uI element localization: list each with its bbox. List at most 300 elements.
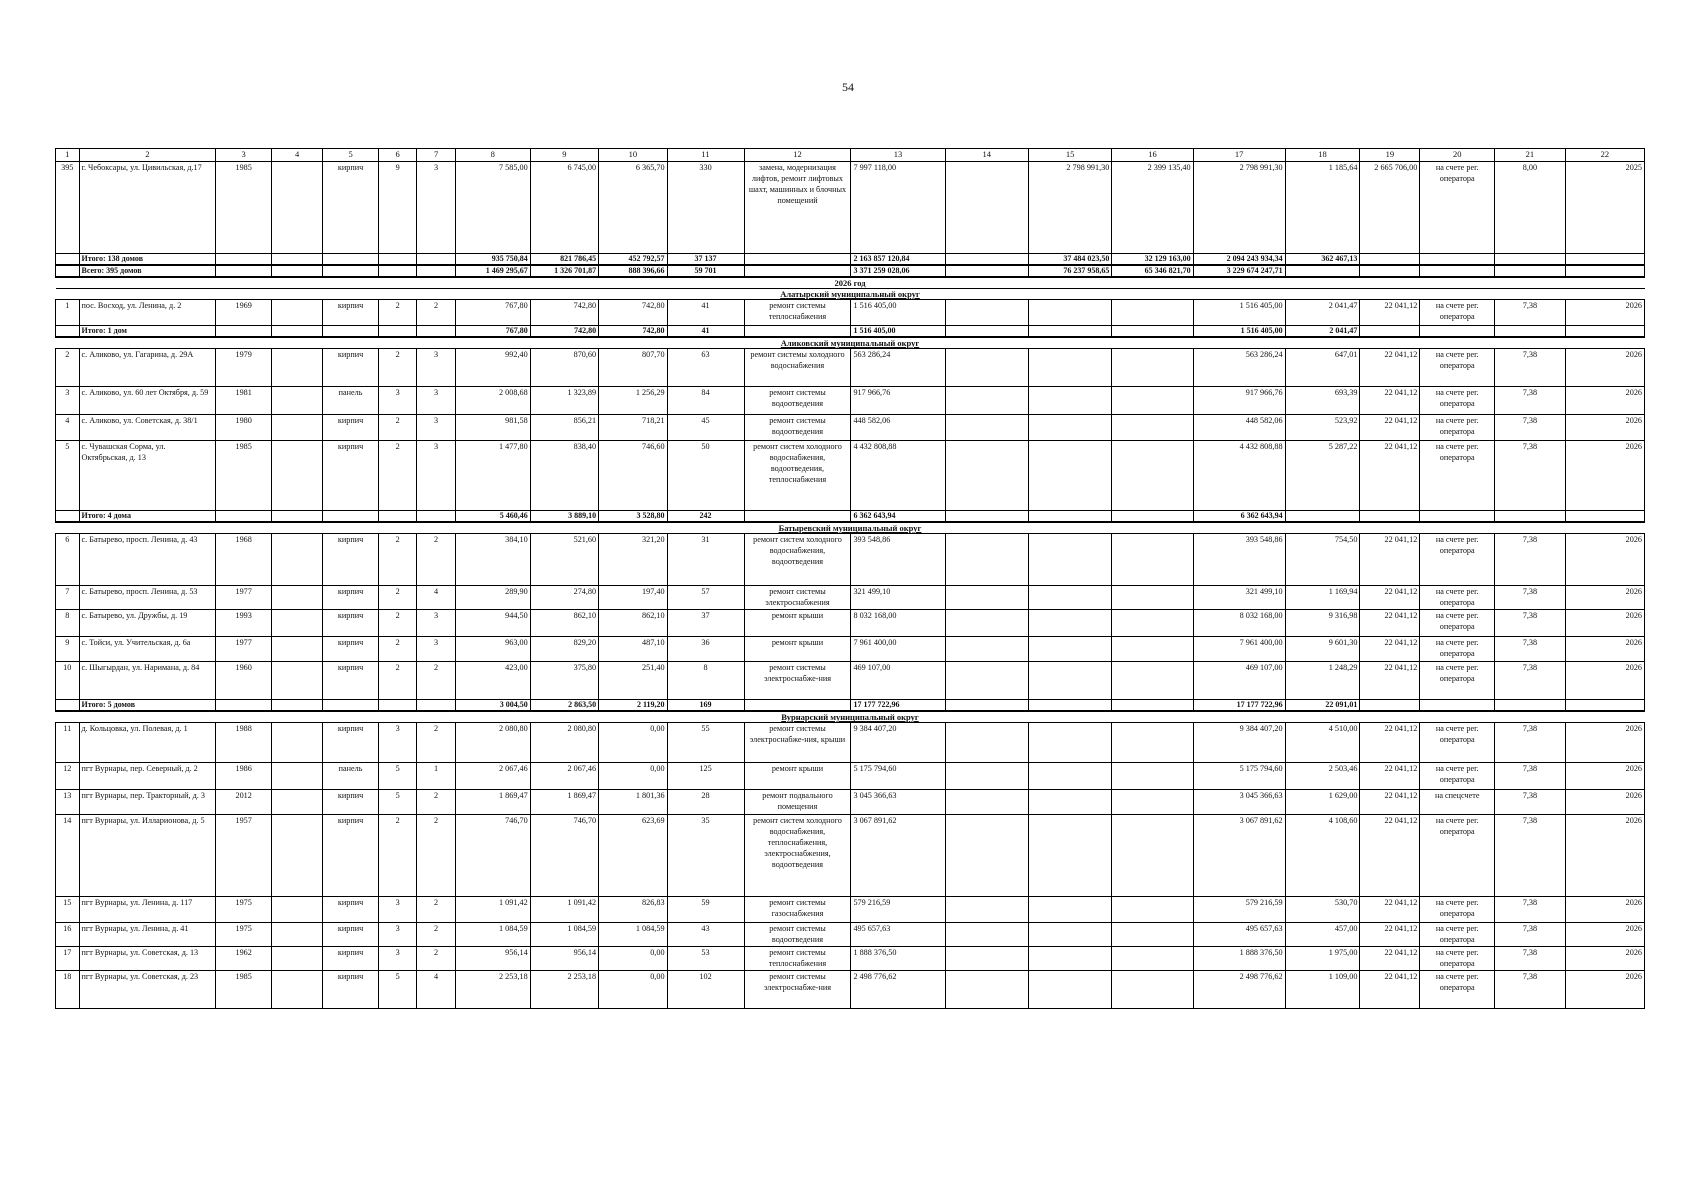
cell-row-number: 10 (56, 662, 80, 700)
cell-row-number: 395 (56, 162, 80, 254)
cell-residential-area: 742,80 (599, 300, 667, 326)
cell-col-21: 7,38 (1495, 387, 1566, 415)
cell-apartments-area: 375,80 (530, 662, 598, 700)
cell-floors: 3 (378, 387, 416, 415)
cell-col-14 (945, 349, 1028, 387)
cell-col-14 (945, 387, 1028, 415)
cell-col-4 (271, 534, 322, 586)
cell-entrances: 3 (417, 637, 455, 662)
district-heading-row (56, 337, 1645, 349)
cell-total-area: 746,70 (455, 815, 530, 897)
district-heading-row (56, 289, 1645, 300)
cell-col-17: 917 966,76 (1193, 387, 1285, 415)
cell-col-15 (1028, 723, 1111, 763)
cell-build-year: 1968 (216, 534, 272, 586)
cell-residential-area: 862,10 (599, 610, 667, 637)
cell-total-area: 289,90 (455, 586, 530, 610)
cell-wall-material: кирпич (323, 923, 379, 947)
cell-address: с. Тойси, ул. Учительская, д. 6а (79, 637, 216, 662)
cell-year-plan: 2026 (1565, 971, 1644, 1009)
total-row (56, 254, 1645, 266)
cell-wall-material: кирпич (323, 662, 379, 700)
cell-total-area: 956,14 (455, 947, 530, 971)
total-row (56, 700, 1645, 712)
cell-row-number: 5 (56, 441, 80, 511)
cell-build-year: 1969 (216, 300, 272, 326)
cell-floors: 2 (378, 441, 416, 511)
cell-col-18: 693,39 (1285, 387, 1360, 415)
cell-entrances: 3 (417, 441, 455, 511)
cell-address: пгт Вурнары, ул. Ленина, д. 117 (79, 897, 216, 923)
cell-cost: 3 067 891,62 (851, 815, 945, 897)
total-total-label: Всего: 395 домов (79, 265, 216, 277)
column-number-15: 15 (1028, 149, 1111, 162)
total-total-area: 3 004,50 (455, 700, 530, 712)
empty-cell (417, 265, 455, 277)
cell-cost: 563 286,24 (851, 349, 945, 387)
cell-col-15 (1028, 897, 1111, 923)
cell-total-area: 1 084,59 (455, 923, 530, 947)
cell-col-21: 7,38 (1495, 415, 1566, 441)
cell-residents: 55 (667, 723, 744, 763)
cell-cost: 9 384 407,20 (851, 723, 945, 763)
cell-entrances: 3 (417, 162, 455, 254)
cell-col-19: 22 041,12 (1360, 534, 1420, 586)
cell-col-4 (271, 897, 322, 923)
column-number-19: 19 (1360, 149, 1420, 162)
cell-entrances: 2 (417, 723, 455, 763)
cell-col-19: 22 041,12 (1360, 723, 1420, 763)
cell-residents: 125 (667, 763, 744, 790)
cell-col-21: 7,38 (1495, 586, 1566, 610)
cell-entrances: 3 (417, 349, 455, 387)
table-row (56, 441, 1645, 511)
capital-repair-table (55, 148, 1645, 1009)
cell-apartments-area: 870,60 (530, 349, 598, 387)
column-number-9: 9 (530, 149, 598, 162)
cell-residents: 50 (667, 441, 744, 511)
total-col-15: 37 484 023,50 (1028, 254, 1111, 266)
cell-residents: 31 (667, 534, 744, 586)
cell-col-16 (1112, 415, 1193, 441)
empty-cell (378, 254, 416, 266)
cell-col-18: 2 503,46 (1285, 763, 1360, 790)
cell-col-15 (1028, 637, 1111, 662)
total-total-label: Итого: 1 дом (79, 326, 216, 338)
cell-col-19: 22 041,12 (1360, 947, 1420, 971)
total-cost: 17 177 722,96 (851, 700, 945, 712)
cell-wall-material: кирпич (323, 415, 379, 441)
cell-col-4 (271, 349, 322, 387)
cell-cost: 7 997 118,00 (851, 162, 945, 254)
cell-col-14 (945, 815, 1028, 897)
cell-col-15 (1028, 815, 1111, 897)
cell-entrances: 3 (417, 610, 455, 637)
cell-col-15 (1028, 790, 1111, 815)
cell-col-14 (945, 162, 1028, 254)
empty-cell (216, 511, 272, 523)
cell-row-number: 1 (56, 300, 80, 326)
empty-cell (945, 326, 1028, 338)
cell-cost: 321 499,10 (851, 586, 945, 610)
cell-address: д. Кольцовка, ул. Полевая, д. 1 (79, 723, 216, 763)
total-col-17: 1 516 405,00 (1193, 326, 1285, 338)
cell-col-18: 1 169,94 (1285, 586, 1360, 610)
empty-cell (323, 700, 379, 712)
cell-col-21: 7,38 (1495, 815, 1566, 897)
table-row (56, 349, 1645, 387)
cell-col-14 (945, 534, 1028, 586)
cell-wall-material: кирпич (323, 815, 379, 897)
cell-cost: 495 657,63 (851, 923, 945, 947)
cell-col-17: 495 657,63 (1193, 923, 1285, 947)
empty-cell (1360, 254, 1420, 266)
cell-row-number: 7 (56, 586, 80, 610)
empty-cell (1360, 700, 1420, 712)
empty-cell (56, 511, 80, 523)
cell-residents: 102 (667, 971, 744, 1009)
cell-apartments-area: 1 323,89 (530, 387, 598, 415)
table-row (56, 586, 1645, 610)
cell-col-4 (271, 947, 322, 971)
cell-col-14 (945, 662, 1028, 700)
cell-col-14 (945, 763, 1028, 790)
cell-build-year: 1977 (216, 586, 272, 610)
table-row (56, 815, 1645, 897)
cell-col-15 (1028, 349, 1111, 387)
cell-col-17: 8 032 168,00 (1193, 610, 1285, 637)
cell-work-type: ремонт систем холодного водоснабжения, водоотведения, теплоснабжения (744, 441, 851, 511)
cell-col-17: 1 888 376,50 (1193, 947, 1285, 971)
cell-total-area: 384,10 (455, 534, 530, 586)
cell-fund-method: на счете рег. оператора (1420, 387, 1495, 415)
cell-address: с. Батырево, ул. Дружбы, д. 19 (79, 610, 216, 637)
cell-residential-area: 6 365,70 (599, 162, 667, 254)
cell-col-14 (945, 897, 1028, 923)
cell-row-number: 16 (56, 923, 80, 947)
empty-cell (1420, 326, 1495, 338)
cell-col-16 (1112, 387, 1193, 415)
empty-cell (271, 326, 322, 338)
table-row (56, 387, 1645, 415)
cell-col-14 (945, 610, 1028, 637)
cell-wall-material: панель (323, 387, 379, 415)
total-residents: 41 (667, 326, 744, 338)
cell-wall-material: кирпич (323, 300, 379, 326)
cell-col-19: 22 041,12 (1360, 586, 1420, 610)
cell-build-year: 1985 (216, 441, 272, 511)
empty-cell (378, 265, 416, 277)
cell-total-area: 1 869,47 (455, 790, 530, 815)
cell-col-15 (1028, 441, 1111, 511)
total-total-area: 767,80 (455, 326, 530, 338)
cell-col-15 (1028, 923, 1111, 947)
cell-apartments-area: 2 253,18 (530, 971, 598, 1009)
cell-total-area: 2 253,18 (455, 971, 530, 1009)
cell-residents: 53 (667, 947, 744, 971)
cell-col-18: 647,01 (1285, 349, 1360, 387)
cell-wall-material: кирпич (323, 586, 379, 610)
cell-work-type: ремонт крыши (744, 610, 851, 637)
cell-wall-material: кирпич (323, 162, 379, 254)
cell-col-4 (271, 763, 322, 790)
cell-row-number: 8 (56, 610, 80, 637)
table-row (56, 610, 1645, 637)
cell-cost: 1 516 405,00 (851, 300, 945, 326)
cell-floors: 3 (378, 947, 416, 971)
cell-work-type: ремонт системы водоотведения (744, 415, 851, 441)
cell-year-plan: 2026 (1565, 441, 1644, 511)
cell-col-18: 523,92 (1285, 415, 1360, 441)
cell-col-16 (1112, 441, 1193, 511)
cell-col-17: 448 582,06 (1193, 415, 1285, 441)
cell-apartments-area: 746,70 (530, 815, 598, 897)
cell-cost: 579 216,59 (851, 897, 945, 923)
cell-year-plan: 2026 (1565, 610, 1644, 637)
empty-cell (417, 326, 455, 338)
cell-wall-material: кирпич (323, 534, 379, 586)
cell-build-year: 1962 (216, 947, 272, 971)
cell-cost: 469 107,00 (851, 662, 945, 700)
cell-col-4 (271, 637, 322, 662)
cell-work-type: ремонт системы электроснабжения (744, 586, 851, 610)
cell-col-16 (1112, 897, 1193, 923)
cell-col-19: 22 041,12 (1360, 971, 1420, 1009)
cell-row-number: 11 (56, 723, 80, 763)
total-total-label: Итого: 4 дома (79, 511, 216, 523)
cell-apartments-area: 742,80 (530, 300, 598, 326)
cell-residents: 43 (667, 923, 744, 947)
cell-entrances: 1 (417, 763, 455, 790)
cell-work-type: ремонт системы водоотведения (744, 387, 851, 415)
cell-col-17: 2 798 991,30 (1193, 162, 1285, 254)
cell-cost: 917 966,76 (851, 387, 945, 415)
empty-cell (378, 511, 416, 523)
cell-col-18: 4 510,00 (1285, 723, 1360, 763)
empty-cell (417, 700, 455, 712)
cell-address: с. Аликово, ул. 60 лет Октября, д. 59 (79, 387, 216, 415)
total-row (56, 265, 1645, 277)
cell-row-number: 4 (56, 415, 80, 441)
cell-col-19: 22 041,12 (1360, 763, 1420, 790)
cell-build-year: 1977 (216, 637, 272, 662)
total-residential-area: 2 119,20 (599, 700, 667, 712)
cell-row-number: 15 (56, 897, 80, 923)
cell-col-15 (1028, 387, 1111, 415)
cell-fund-method: на счете рег. оператора (1420, 897, 1495, 923)
cell-fund-method: на счете рег. оператора (1420, 971, 1495, 1009)
cell-col-15: 2 798 991,30 (1028, 162, 1111, 254)
cell-total-area: 1 477,80 (455, 441, 530, 511)
empty-cell (417, 511, 455, 523)
total-col-15 (1028, 326, 1111, 338)
total-cost: 1 516 405,00 (851, 326, 945, 338)
empty-cell (323, 265, 379, 277)
cell-floors: 2 (378, 300, 416, 326)
cell-floors: 2 (378, 534, 416, 586)
cell-col-18: 9 601,30 (1285, 637, 1360, 662)
cell-fund-method: на счете рег. оператора (1420, 162, 1495, 254)
table-row (56, 723, 1645, 763)
cell-col-14 (945, 923, 1028, 947)
total-col-16: 65 346 821,70 (1112, 265, 1193, 277)
cell-floors: 3 (378, 897, 416, 923)
total-total-area: 5 460,46 (455, 511, 530, 523)
column-number-14: 14 (945, 149, 1028, 162)
cell-total-area: 992,40 (455, 349, 530, 387)
empty-cell (378, 700, 416, 712)
cell-work-type: ремонт системы теплоснабжения (744, 947, 851, 971)
cell-residential-area: 197,40 (599, 586, 667, 610)
cell-col-19: 22 041,12 (1360, 637, 1420, 662)
cell-total-area: 2 008,68 (455, 387, 530, 415)
cell-apartments-area: 521,60 (530, 534, 598, 586)
column-number-row (56, 149, 1645, 162)
cell-col-4 (271, 610, 322, 637)
empty-cell (216, 700, 272, 712)
cell-address: пгт Вурнары, ул. Советская, д. 13 (79, 947, 216, 971)
cell-floors: 2 (378, 610, 416, 637)
cell-apartments-area: 829,20 (530, 637, 598, 662)
cell-work-type: ремонт системы электроснабже-ния (744, 971, 851, 1009)
cell-residents: 63 (667, 349, 744, 387)
table-row (56, 947, 1645, 971)
cell-wall-material: кирпич (323, 971, 379, 1009)
cell-col-14 (945, 415, 1028, 441)
cell-entrances: 2 (417, 534, 455, 586)
cell-col-19: 22 041,12 (1360, 897, 1420, 923)
year-heading: 2026 год (56, 277, 1645, 289)
cell-col-17: 9 384 407,20 (1193, 723, 1285, 763)
empty-cell (1420, 254, 1495, 266)
total-col-16: 32 129 163,00 (1112, 254, 1193, 266)
cell-col-4 (271, 162, 322, 254)
cell-address: пгт Вурнары, пер. Тракторный, д. 3 (79, 790, 216, 815)
cell-floors: 5 (378, 971, 416, 1009)
empty-cell (1420, 511, 1495, 523)
cell-col-19: 22 041,12 (1360, 790, 1420, 815)
cell-col-4 (271, 815, 322, 897)
cell-col-15 (1028, 662, 1111, 700)
cell-col-19: 22 041,12 (1360, 441, 1420, 511)
cell-col-21: 7,38 (1495, 790, 1566, 815)
total-col-17: 3 229 674 247,71 (1193, 265, 1285, 277)
empty-cell (216, 254, 272, 266)
cell-year-plan: 2025 (1565, 162, 1644, 254)
cell-col-16 (1112, 586, 1193, 610)
cell-fund-method: на счете рег. оператора (1420, 415, 1495, 441)
district-heading: Аликовский муниципальный округ (56, 337, 1645, 349)
column-number-11: 11 (667, 149, 744, 162)
cell-residents: 45 (667, 415, 744, 441)
cell-apartments-area: 1 084,59 (530, 923, 598, 947)
cell-col-19: 22 041,12 (1360, 815, 1420, 897)
total-residents: 37 137 (667, 254, 744, 266)
table-row (56, 790, 1645, 815)
cell-row-number: 9 (56, 637, 80, 662)
cell-col-16 (1112, 723, 1193, 763)
table-row (56, 662, 1645, 700)
cell-residential-area: 807,70 (599, 349, 667, 387)
cell-row-number: 12 (56, 763, 80, 790)
cell-total-area: 2 080,80 (455, 723, 530, 763)
cell-col-16 (1112, 610, 1193, 637)
cell-col-18: 4 108,60 (1285, 815, 1360, 897)
cell-col-21: 7,38 (1495, 441, 1566, 511)
cell-entrances: 2 (417, 897, 455, 923)
empty-cell (744, 700, 851, 712)
cell-address: пгт Вурнары, ул. Илларионова, д. 5 (79, 815, 216, 897)
cell-entrances: 3 (417, 387, 455, 415)
cell-total-area: 423,00 (455, 662, 530, 700)
cell-cost: 2 498 776,62 (851, 971, 945, 1009)
empty-cell (323, 254, 379, 266)
column-number-21: 21 (1495, 149, 1566, 162)
cell-row-number: 18 (56, 971, 80, 1009)
empty-cell (1360, 511, 1420, 523)
cell-work-type: замена, модернизация лифтов, ремонт лифтовых шахт, машинных и блочных помещений (744, 162, 851, 254)
total-residents: 242 (667, 511, 744, 523)
cell-col-19: 22 041,12 (1360, 387, 1420, 415)
cell-row-number: 3 (56, 387, 80, 415)
column-number-10: 10 (599, 149, 667, 162)
total-col-18: 362 467,13 (1285, 254, 1360, 266)
cell-col-21: 7,38 (1495, 349, 1566, 387)
total-col-15 (1028, 700, 1111, 712)
total-cost: 2 163 857 120,84 (851, 254, 945, 266)
column-number-1: 1 (56, 149, 80, 162)
district-heading: Батыревский муниципальный округ (56, 522, 1645, 534)
cell-col-4 (271, 723, 322, 763)
total-total-label: Итого: 138 домов (79, 254, 216, 266)
total-apartments-area: 821 786,45 (530, 254, 598, 266)
cell-col-16: 2 399 135,40 (1112, 162, 1193, 254)
cell-col-18: 1 248,29 (1285, 662, 1360, 700)
table-row (56, 637, 1645, 662)
cell-wall-material: кирпич (323, 790, 379, 815)
cell-residents: 36 (667, 637, 744, 662)
cell-fund-method: на счете рег. оператора (1420, 637, 1495, 662)
total-row (56, 326, 1645, 338)
cell-work-type: ремонт крыши (744, 637, 851, 662)
cell-build-year: 1980 (216, 415, 272, 441)
cell-fund-method: на счете рег. оператора (1420, 763, 1495, 790)
cell-work-type: ремонт системы электроснабже-ния (744, 662, 851, 700)
cell-col-17: 2 498 776,62 (1193, 971, 1285, 1009)
cell-wall-material: панель (323, 763, 379, 790)
cell-work-type: ремонт системы теплоснабжения (744, 300, 851, 326)
cell-cost: 1 888 376,50 (851, 947, 945, 971)
cell-col-21: 7,38 (1495, 897, 1566, 923)
cell-col-17: 4 432 808,88 (1193, 441, 1285, 511)
column-number-12: 12 (744, 149, 851, 162)
cell-address: с. Батырево, просп. Ленина, д. 43 (79, 534, 216, 586)
cell-col-15 (1028, 763, 1111, 790)
cell-total-area: 944,50 (455, 610, 530, 637)
empty-cell (744, 326, 851, 338)
cell-col-21: 7,38 (1495, 923, 1566, 947)
cell-address: г. Чебоксары, ул. Цивильская, д.17 (79, 162, 216, 254)
cell-col-15 (1028, 947, 1111, 971)
cell-col-15 (1028, 971, 1111, 1009)
cell-col-14 (945, 586, 1028, 610)
cell-address: с. Аликово, ул. Гагарина, д. 29А (79, 349, 216, 387)
cell-col-18: 1 629,00 (1285, 790, 1360, 815)
cell-residential-area: 1 801,36 (599, 790, 667, 815)
cell-col-16 (1112, 947, 1193, 971)
cell-col-14 (945, 300, 1028, 326)
empty-cell (1495, 511, 1566, 523)
